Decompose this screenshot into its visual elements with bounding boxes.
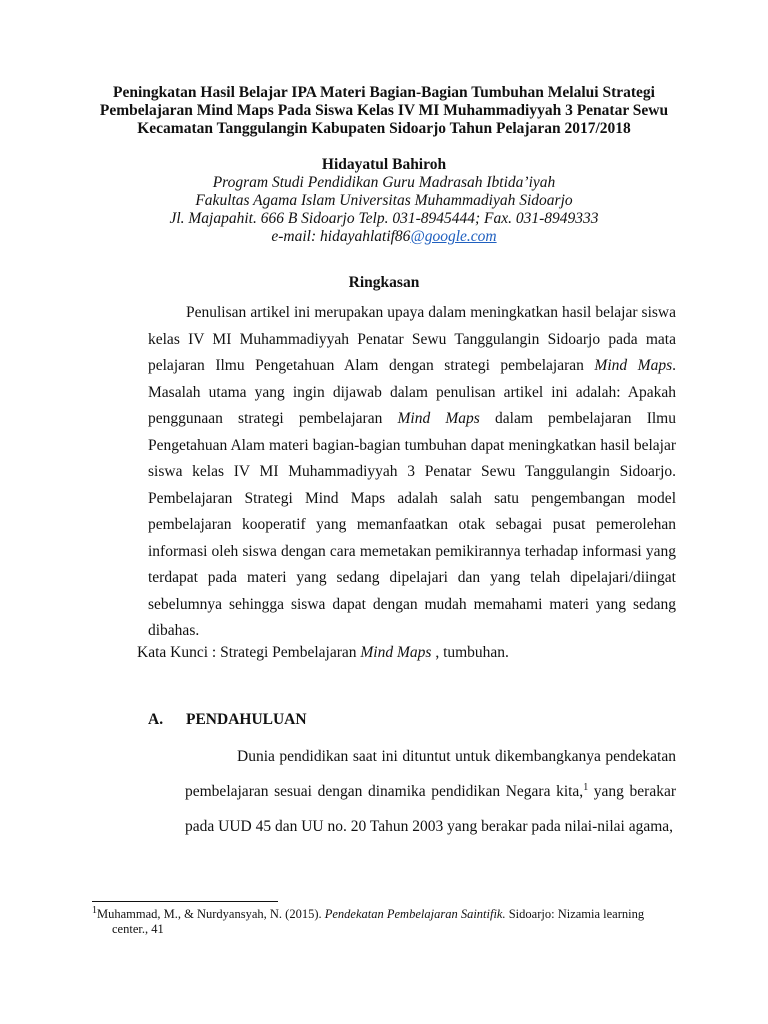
intro-text-1: Dunia pendidikan saat ini dituntut untuk dikembangkanya pendekatan pembelajaran sesuai dengan dinamika pendidikan Negara kita, [185, 748, 676, 800]
abstract-paragraph [148, 300, 676, 645]
footnote [92, 904, 682, 937]
author-block [70, 156, 698, 246]
abstract-text-3: dalam pembelajaran Ilmu Pengetahuan Alam materi bagian-bagian tumbuhan dapat meningkatkan hasil belajar siswa kelas IV MI Muhammadiyyah 3 Penatar Sewu Tanggulangin Sidoarjo. Pembelajaran Strategi Mind Maps adalah salah satu pengembangan model pembelajaran kooperatif yang memanfaatkan otak sebagai pusat pemerolehan informasi oleh siswa dengan cara memetakan pemikirannya terhadap informasi yang terdapat pada materi yang sedang dipelajari dan yang telah dipelajari/diingat sebelumnya sehingga siswa dapat dengan mudah memahami materi yang sedang dibahas. [148, 410, 676, 639]
keywords-line [137, 644, 677, 662]
author-name: Hidayatul Bahiroh [321, 156, 447, 173]
intro-text-2: yang berakar pada UUD 45 dan UU no. 20 Tahun 2003 yang berakar pada nilai-nilai agama, [185, 783, 676, 835]
abstract-text-1: Penulisan artikel ini merupakan upaya dalam meningkatkan hasil belajar siswa kelas IV MI Muhammadiyyah Penatar Sewu Tanggulangin Sidoarjo pada mata pelajaran Ilmu Pengetahuan Alam dengan strategi pembelajaran [148, 304, 676, 374]
section-number: A. [148, 711, 164, 728]
keywords-prefix: Kata Kunci : Strategi Pembelajaran [137, 644, 361, 661]
keywords-italic: Mind Maps [360, 644, 432, 661]
intro-paragraph [185, 739, 676, 844]
footnote-divider [92, 901, 278, 902]
author-address: Jl. Majapahit. 666 B Sidoarjo Telp. 031-8945444; Fax. 031-8949333 [169, 210, 599, 227]
keywords-suffix: , tumbuhan. [431, 644, 509, 661]
email-link[interactable]: @google.com [410, 228, 497, 245]
author-email [70, 228, 698, 246]
author-faculty: Fakultas Agama Islam Universitas Muhammadiyah Sidoarjo [195, 192, 573, 209]
footnote-reference[interactable]: 1 [583, 781, 589, 793]
email-prefix: e-mail: hidayahlatif86 [271, 228, 411, 245]
footnote-number: 1 [92, 904, 97, 916]
abstract-text-2: . Masalah utama yang ingin dijawab dalam penulisan artikel ini adalah: Apakah penggunaan strategi pembelajaran [148, 357, 676, 427]
abstract-italic-1: Mind Maps [594, 357, 673, 374]
author-program: Program Studi Pendidikan Guru Madrasah Ibtida’iyah [212, 174, 556, 191]
footnote-text-2: Sidoarjo: Nizamia learning [505, 907, 645, 921]
title-line-2: Pembelajaran Mind Maps Pada Siswa Kelas IV MI Muhammadiyyah 3 Penatar Sewu [99, 102, 669, 119]
section-title: PENDAHULUAN [186, 711, 307, 728]
title-line-3: Kecamatan Tanggulangin Kabupaten Sidoarjo Tahun Pelajaran 2017/2018 [137, 120, 631, 137]
abstract-heading: Ringkasan [348, 274, 420, 291]
footnote-italic: Pendekatan Pembelajaran Saintifik. [324, 907, 506, 921]
paper-title [70, 84, 698, 138]
footnote-text-1: Muhammad, M., & Nurdyansyah, N. (2015). [97, 907, 325, 921]
title-line-1: Peningkatan Hasil Belajar IPA Materi Bagian-Bagian Tumbuhan Melalui Strategi [113, 84, 655, 101]
abstract-italic-2: Mind Maps [397, 410, 480, 427]
footnote-line-2: center., 41 [112, 922, 164, 936]
